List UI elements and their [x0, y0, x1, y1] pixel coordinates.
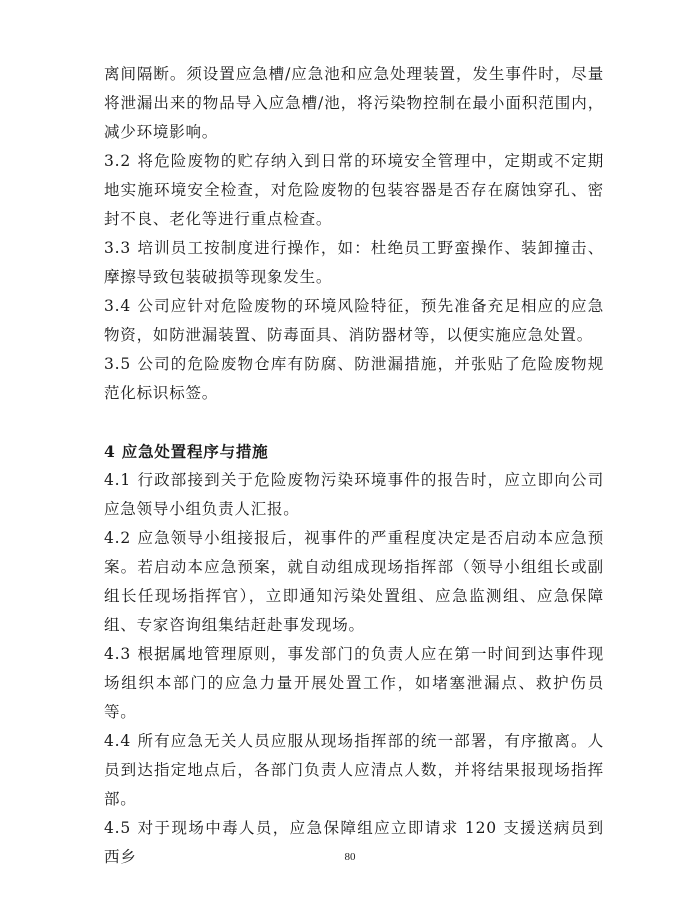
- paragraph-text: 公司应针对危险废物的环境风险特征，预先准备充足相应的应急物资，如防泄漏装置、防毒面具、消防器材等，以便实施应急处置。: [104, 297, 604, 344]
- paragraph-text: 将危险废物的贮存纳入到日常的环境安全管理中，定期或不定期地实施环境安全检查，对危险废物的包装容器是否存在腐蚀穿孔、密封不良、老化等进行重点检查。: [104, 152, 604, 228]
- paragraph-number: 4.3: [104, 645, 132, 663]
- paragraph-4-2: [104, 524, 604, 640]
- paragraph-number: 3.5: [104, 355, 132, 373]
- paragraph-4-4: [104, 727, 604, 814]
- continuation-paragraph: 离间隔断。须设置应急槽/应急池和应急处理装置，发生事件时，尽量将泄漏出来的物品导入应急槽/池，将污染物控制在最小面积范围内，减少环境影响。: [104, 65, 604, 141]
- paragraph-text: 应急领导小组接报后，视事件的严重程度决定是否启动本应急预案。若启动本应急预案，就自动组成现场指挥部（领导小组组长或副组长任现场指挥官），立即通知污染处置组、应急监测组、应急保障组、专家咨询组集结赶赴事发现场。: [104, 529, 604, 634]
- paragraph-text: 对于现场中毒人员，应急保障组应立即请求 120 支援送病员到西乡: [104, 819, 604, 866]
- section-spacer: [104, 408, 604, 437]
- paragraph-text: 根据属地管理原则，事发部门的负责人应在第一时间到达事件现场组织本部门的应急力量开展处置工作，如堵塞泄漏点、救护伤员等。: [104, 645, 604, 721]
- paragraph-number: 4.4: [104, 732, 132, 750]
- paragraph-text: 行政部接到关于危险废物污染环境事件的报告时，应立即向公司应急领导小组负责人汇报。: [104, 471, 604, 518]
- paragraph-number: 3.3: [104, 239, 132, 257]
- paragraph-text: 培训员工按制度进行操作，如：杜绝员工野蛮操作、装卸撞击、摩擦导致包装破损等现象发生。: [104, 239, 604, 286]
- paragraph-3-2: [104, 147, 604, 234]
- paragraph-text: 所有应急无关人员应服从现场指挥部的统一部署，有序撤离。人员到达指定地点后，各部门负责人应清点人数，并将结果报现场指挥部。: [104, 732, 604, 808]
- paragraph-number: 3.4: [104, 297, 132, 315]
- paragraph-4-3: [104, 640, 604, 727]
- paragraph-4-5: [104, 814, 604, 872]
- paragraph-3-3: [104, 234, 604, 292]
- page-body: [104, 60, 604, 872]
- paragraph-4-1: [104, 466, 604, 524]
- paragraph-number: 3.2: [104, 152, 132, 170]
- section-heading: 4 应急处置程序与措施: [104, 442, 269, 461]
- paragraph-number: 4.2: [104, 529, 132, 547]
- paragraph-number: 4.1: [104, 471, 132, 489]
- paragraph-number: 4.5: [104, 819, 132, 837]
- page-number: 80: [344, 851, 356, 863]
- paragraph-3-4: [104, 292, 604, 350]
- paragraph-3-5: [104, 350, 604, 408]
- paragraph-text: 公司的危险废物仓库有防腐、防泄漏措施，并张贴了危险废物规范化标识标签。: [104, 355, 604, 402]
